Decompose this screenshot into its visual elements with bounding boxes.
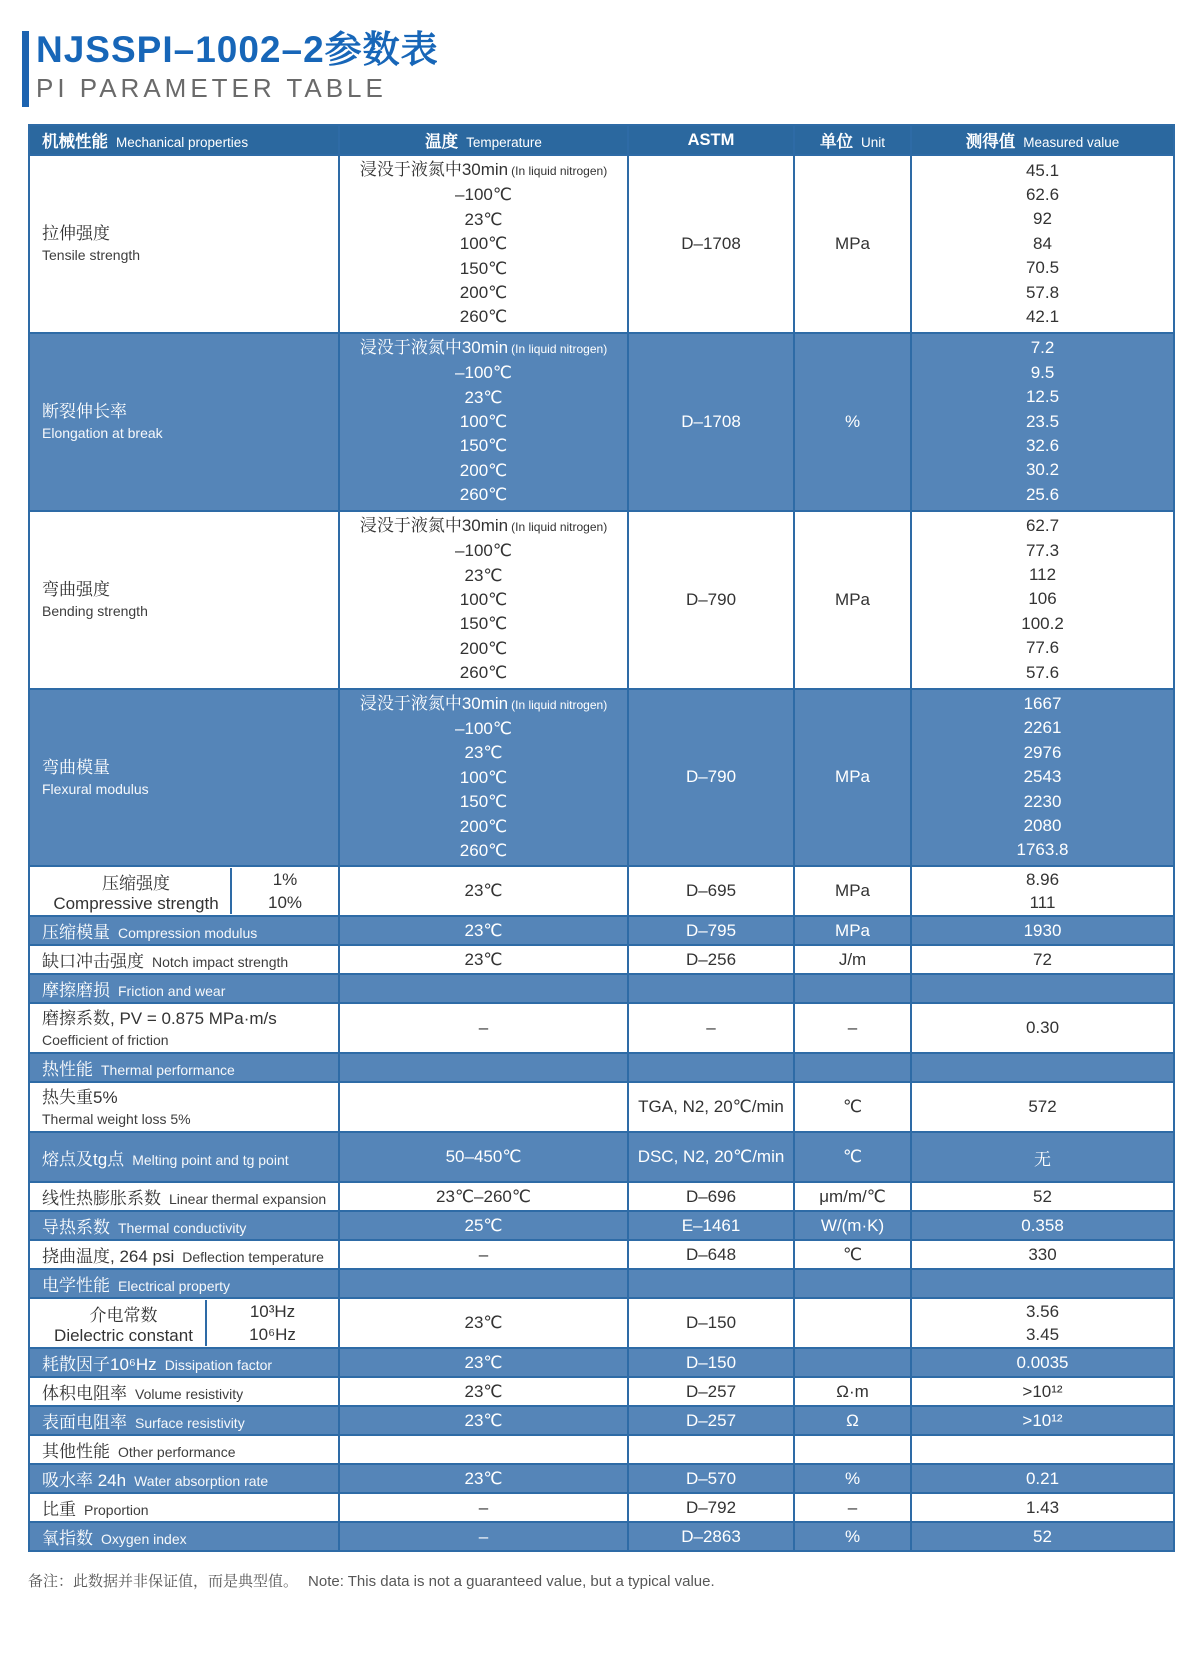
- strain-levels-cell: [230, 868, 338, 914]
- empty-cell: [794, 1269, 911, 1298]
- value-cell: 52: [911, 1182, 1174, 1211]
- temperature-cell: –: [339, 1522, 628, 1551]
- property-cell: 缺口冲击强度 Notch impact strength: [29, 945, 339, 974]
- empty-cell: [628, 1269, 794, 1298]
- row-elongation-at-break: [29, 333, 1174, 511]
- row-thermal-weight-loss: [29, 1082, 1174, 1132]
- temperature-cell: 23℃: [339, 945, 628, 974]
- value-line: 12.5: [1025, 387, 1060, 407]
- empty-cell: [911, 974, 1174, 1003]
- temperature-cell: 23℃: [339, 1377, 628, 1406]
- unit-cell: MPa: [794, 155, 911, 333]
- value-cell: 0.21: [911, 1464, 1174, 1493]
- temperature-line: –100℃: [455, 718, 512, 738]
- value-cell: 无: [911, 1132, 1174, 1182]
- section-title-cell: 电学性能 Electrical property: [29, 1269, 339, 1298]
- astm-cell: D–570: [628, 1464, 794, 1493]
- temperature-line: 100℃: [459, 767, 508, 787]
- property-cell: 弯曲强度 Bending strength: [29, 511, 339, 689]
- temperature-line: 200℃: [459, 460, 508, 480]
- unit-cell: ℃: [794, 1082, 911, 1132]
- row-surface-resistivity: [29, 1406, 1174, 1435]
- col-header-mechanical: [29, 125, 339, 155]
- unit-cell: %: [794, 1464, 911, 1493]
- value-line: 9.5: [1030, 362, 1055, 382]
- section-title-cell: 热性能 Thermal performance: [29, 1053, 339, 1082]
- row-compressive-strength: [29, 866, 1174, 916]
- property-cell: 导热系数 Thermal conductivity: [29, 1211, 339, 1240]
- row-notch-impact-strength: [29, 945, 1174, 974]
- astm-cell: D–790: [628, 511, 794, 689]
- value-line: 3.45: [1025, 1325, 1060, 1345]
- empty-cell: [794, 974, 911, 1003]
- value-line: 2080: [1023, 816, 1062, 836]
- row-dissipation-factor: [29, 1348, 1174, 1377]
- section-thermal-performance: [29, 1053, 1174, 1082]
- temperature-line: 100℃: [459, 234, 508, 254]
- property-cell: 弯曲模量 Flexural modulus: [29, 689, 339, 867]
- values-cell: [911, 511, 1174, 689]
- temperature-line: 150℃: [459, 436, 508, 456]
- values-cell: [911, 689, 1174, 867]
- temperature-cell: –: [339, 1003, 628, 1053]
- section-electrical-property: [29, 1269, 1174, 1298]
- unit-cell: MPa: [794, 866, 911, 916]
- value-line: 45.1: [1025, 160, 1060, 180]
- value-cell: 0.30: [911, 1003, 1174, 1053]
- property-cell: 线性热膨胀系数 Linear thermal expansion: [29, 1182, 339, 1211]
- parameter-table: [28, 124, 1175, 1552]
- value-line: 111: [1029, 893, 1056, 913]
- empty-cell: [339, 1269, 628, 1298]
- value-line: 23.5: [1025, 411, 1060, 431]
- temperature-line: 150℃: [459, 258, 508, 278]
- strain-level: 10%: [267, 893, 303, 913]
- section-friction-and-wear: [29, 974, 1174, 1003]
- astm-cell: –: [628, 1003, 794, 1053]
- strain-level: 1%: [272, 870, 298, 890]
- temperature-cell: 23℃: [339, 1406, 628, 1435]
- value-line: 25.6: [1025, 484, 1060, 504]
- empty-cell: [628, 974, 794, 1003]
- unit-cell: ℃: [794, 1132, 911, 1182]
- empty-cell: [911, 1269, 1174, 1298]
- value-line: 3.56: [1025, 1302, 1060, 1322]
- temperature-line: 23℃: [464, 387, 503, 407]
- unit-cell: MPa: [794, 689, 911, 867]
- row-proportion: [29, 1493, 1174, 1522]
- row-volume-resistivity: [29, 1377, 1174, 1406]
- temperature-cell: 25℃: [339, 1211, 628, 1240]
- temperature-cell: [339, 1082, 628, 1132]
- value-line: 62.7: [1025, 516, 1060, 536]
- astm-cell: D–150: [628, 1298, 794, 1348]
- page-title: NJSSPI–1002–2参数表: [36, 29, 439, 70]
- value-line: 84: [1033, 233, 1052, 253]
- values-cell: [911, 866, 1174, 916]
- temperature-line: 100℃: [459, 589, 508, 609]
- unit-cell: [794, 1348, 911, 1377]
- col-header-measured-value: 测得值 Measured value: [911, 125, 1174, 155]
- value-line: 92: [1033, 209, 1052, 229]
- row-melting-point: [29, 1132, 1174, 1182]
- temperature-line: 260℃: [459, 663, 508, 683]
- footnote-en: Note: This data is not a guaranteed value, but a typical value.: [308, 1573, 715, 1591]
- value-line: 2230: [1023, 791, 1062, 811]
- astm-cell: D–257: [628, 1406, 794, 1435]
- title-accent-bar: [22, 31, 29, 107]
- temperature-cell: 23℃: [339, 1298, 628, 1348]
- property-cell: 耗散因子10⁶Hz Dissipation factor: [29, 1348, 339, 1377]
- value-line: 57.6: [1025, 662, 1060, 682]
- value-line: 77.3: [1025, 540, 1060, 560]
- temperature-cell: 23℃–260℃: [339, 1182, 628, 1211]
- unit-cell: [794, 1298, 911, 1348]
- empty-cell: [911, 1053, 1174, 1082]
- temperature-cell: 23℃: [339, 1464, 628, 1493]
- astm-cell: D–696: [628, 1182, 794, 1211]
- property-cell: 热失重5% Thermal weight loss 5%: [29, 1082, 339, 1132]
- temperature-line: 150℃: [459, 614, 508, 634]
- value-line: 32.6: [1025, 435, 1060, 455]
- footnote: [28, 1570, 1200, 1591]
- temperature-line: –100℃: [455, 363, 512, 383]
- value-cell: 0.358: [911, 1211, 1174, 1240]
- property-cell: 熔点及tg点 Melting point and tg point: [29, 1132, 339, 1182]
- temperature-cell: 23℃: [339, 866, 628, 916]
- value-cell: >10¹²: [911, 1377, 1174, 1406]
- value-cell: 52: [911, 1522, 1174, 1551]
- row-dielectric-constant: [29, 1298, 1174, 1348]
- row-linear-thermal-expansion: [29, 1182, 1174, 1211]
- value-line: 1667: [1023, 694, 1062, 714]
- value-line: 62.6: [1025, 184, 1060, 204]
- value-line: 77.6: [1025, 638, 1060, 658]
- value-cell: >10¹²: [911, 1406, 1174, 1435]
- values-cell: [911, 1298, 1174, 1348]
- row-compression-modulus: [29, 916, 1174, 945]
- property-cell: 磨擦系数, PV = 0.875 MPa·m/s Coefficient of friction: [29, 1003, 339, 1053]
- value-line: 112: [1028, 565, 1057, 584]
- temperature-cell: 浸没于液氮中30min (In liquid nitrogen) –100℃ 23℃ 100℃ 150℃ 200℃ 260℃: [339, 155, 628, 333]
- astm-cell: D–257: [628, 1377, 794, 1406]
- col-header-astm: ASTM: [628, 125, 794, 155]
- row-coefficient-of-friction: [29, 1003, 1174, 1053]
- unit-cell: W/(m·K): [794, 1211, 911, 1240]
- value-line: 8.96: [1025, 870, 1060, 890]
- astm-cell: DSC, N2, 20℃/min: [628, 1132, 794, 1182]
- col-header-en: Mechanical properties: [116, 135, 249, 150]
- astm-cell: D–256: [628, 945, 794, 974]
- values-cell: [911, 333, 1174, 511]
- row-oxygen-index: [29, 1522, 1174, 1551]
- row-water-absorption-rate: [29, 1464, 1174, 1493]
- unit-cell: %: [794, 333, 911, 511]
- astm-cell: D–790: [628, 689, 794, 867]
- temperature-line: 260℃: [459, 307, 508, 327]
- row-thermal-conductivity: [29, 1211, 1174, 1240]
- col-header-temperature: 温度 Temperature: [339, 125, 628, 155]
- empty-cell: [911, 1435, 1174, 1464]
- property-cell: 比重 Proportion: [29, 1493, 339, 1522]
- value-line: 2976: [1023, 742, 1062, 762]
- astm-cell: D–792: [628, 1493, 794, 1522]
- empty-cell: [339, 974, 628, 1003]
- value-cell: 0.0035: [911, 1348, 1174, 1377]
- temperature-line: 200℃: [459, 638, 508, 658]
- value-line: 57.8: [1025, 282, 1060, 302]
- temperature-line: 260℃: [459, 840, 508, 860]
- temperature-line: 100℃: [459, 412, 508, 432]
- value-line: 100.2: [1021, 613, 1064, 633]
- astm-cell: D–1708: [628, 155, 794, 333]
- astm-cell: D–2863: [628, 1522, 794, 1551]
- temperature-line: 260℃: [459, 485, 508, 505]
- empty-cell: [794, 1053, 911, 1082]
- astm-cell: D–648: [628, 1240, 794, 1269]
- empty-cell: [339, 1053, 628, 1082]
- unit-cell: MPa: [794, 916, 911, 945]
- frequency-level: 10⁶Hz: [249, 1325, 296, 1345]
- temperature-cell: 50–450℃: [339, 1132, 628, 1182]
- temperature-cell: 23℃: [339, 916, 628, 945]
- value-line: 42.1: [1025, 306, 1060, 326]
- astm-cell: TGA, N2, 20℃/min: [628, 1082, 794, 1132]
- empty-cell: [628, 1435, 794, 1464]
- values-cell: [911, 155, 1174, 333]
- value-cell: 330: [911, 1240, 1174, 1269]
- footnote-zh: 备注：此数据并非保证值，而是典型值。: [28, 1573, 299, 1591]
- unit-cell: MPa: [794, 511, 911, 689]
- unit-cell: Ω·m: [794, 1377, 911, 1406]
- temperature-line: –100℃: [455, 541, 512, 561]
- value-line: 30.2: [1025, 460, 1060, 480]
- temperature-cell: 浸没于液氮中30min (In liquid nitrogen) –100℃ 23℃ 100℃ 150℃ 200℃ 260℃: [339, 689, 628, 867]
- temperature-line: 200℃: [459, 283, 508, 303]
- value-cell: 572: [911, 1082, 1174, 1132]
- frequency-levels-cell: [205, 1300, 338, 1346]
- unit-cell: μm/m/℃: [794, 1182, 911, 1211]
- row-tensile-strength: [29, 155, 1174, 333]
- empty-cell: [628, 1053, 794, 1082]
- empty-cell: [339, 1435, 628, 1464]
- row-bending-strength: [29, 511, 1174, 689]
- astm-cell: E–1461: [628, 1211, 794, 1240]
- value-line: 7.2: [1030, 338, 1055, 358]
- temperature-cell: 23℃: [339, 1348, 628, 1377]
- temperature-cell: 浸没于液氮中30min (In liquid nitrogen) –100℃ 23℃ 100℃ 150℃ 200℃ 260℃: [339, 511, 628, 689]
- col-header-unit: 单位 Unit: [794, 125, 911, 155]
- value-cell: 1.43: [911, 1493, 1174, 1522]
- row-flexural-modulus: [29, 689, 1174, 867]
- property-cell: 压缩强度 Compressive strength 1% 10%: [29, 866, 339, 916]
- value-line: 70.5: [1025, 258, 1060, 278]
- value-cell: 72: [911, 945, 1174, 974]
- value-line: 2543: [1023, 767, 1062, 787]
- section-title-cell: 摩擦磨损 Friction and wear: [29, 974, 339, 1003]
- property-cell: 吸水率 24h Water absorption rate: [29, 1464, 339, 1493]
- value-line: 2261: [1023, 718, 1062, 738]
- unit-cell: J/m: [794, 945, 911, 974]
- section-title-cell: 其他性能 Other performance: [29, 1435, 339, 1464]
- value-line: 106: [1028, 589, 1057, 609]
- property-cell: 拉伸强度 Tensile strength: [29, 155, 339, 333]
- property-cell: 断裂伸长率 Elongation at break: [29, 333, 339, 511]
- value-cell: 1930: [911, 916, 1174, 945]
- temperature-line: –100℃: [455, 185, 512, 205]
- temperature-cell: –: [339, 1493, 628, 1522]
- page-header: [22, 28, 1200, 110]
- astm-cell: D–150: [628, 1348, 794, 1377]
- temperature-line: 23℃: [464, 565, 503, 585]
- frequency-level: 10³Hz: [249, 1302, 296, 1322]
- temperature-cell: –: [339, 1240, 628, 1269]
- astm-cell: D–795: [628, 916, 794, 945]
- property-cell: 挠曲温度, 264 psi Deflection temperature: [29, 1240, 339, 1269]
- temperature-cell: 浸没于液氮中30min (In liquid nitrogen) –100℃ 23℃ 100℃ 150℃ 200℃ 260℃: [339, 333, 628, 511]
- unit-cell: –: [794, 1003, 911, 1053]
- col-header-zh: 机械性能: [42, 133, 108, 151]
- unit-cell: ℃: [794, 1240, 911, 1269]
- astm-cell: D–1708: [628, 333, 794, 511]
- property-cell: 介电常数 Dielectric constant 10³Hz 10⁶Hz: [29, 1298, 339, 1348]
- temperature-line: 23℃: [464, 743, 503, 763]
- unit-cell: –: [794, 1493, 911, 1522]
- page-subtitle: PI PARAMETER TABLE: [36, 73, 387, 103]
- table-header-row: [29, 125, 1174, 155]
- property-cell: 表面电阻率 Surface resistivity: [29, 1406, 339, 1435]
- temperature-line: 23℃: [464, 209, 503, 229]
- temperature-line: 200℃: [459, 816, 508, 836]
- section-other-performance: [29, 1435, 1174, 1464]
- astm-cell: D–695: [628, 866, 794, 916]
- unit-cell: %: [794, 1522, 911, 1551]
- empty-cell: [794, 1435, 911, 1464]
- row-deflection-temperature: [29, 1240, 1174, 1269]
- property-cell: 氧指数 Oxygen index: [29, 1522, 339, 1551]
- unit-cell: Ω: [794, 1406, 911, 1435]
- temperature-line: 150℃: [459, 792, 508, 812]
- property-cell: 压缩模量 Compression modulus: [29, 916, 339, 945]
- property-cell: 体积电阻率 Volume resistivity: [29, 1377, 339, 1406]
- value-line: 1763.8: [1016, 840, 1069, 860]
